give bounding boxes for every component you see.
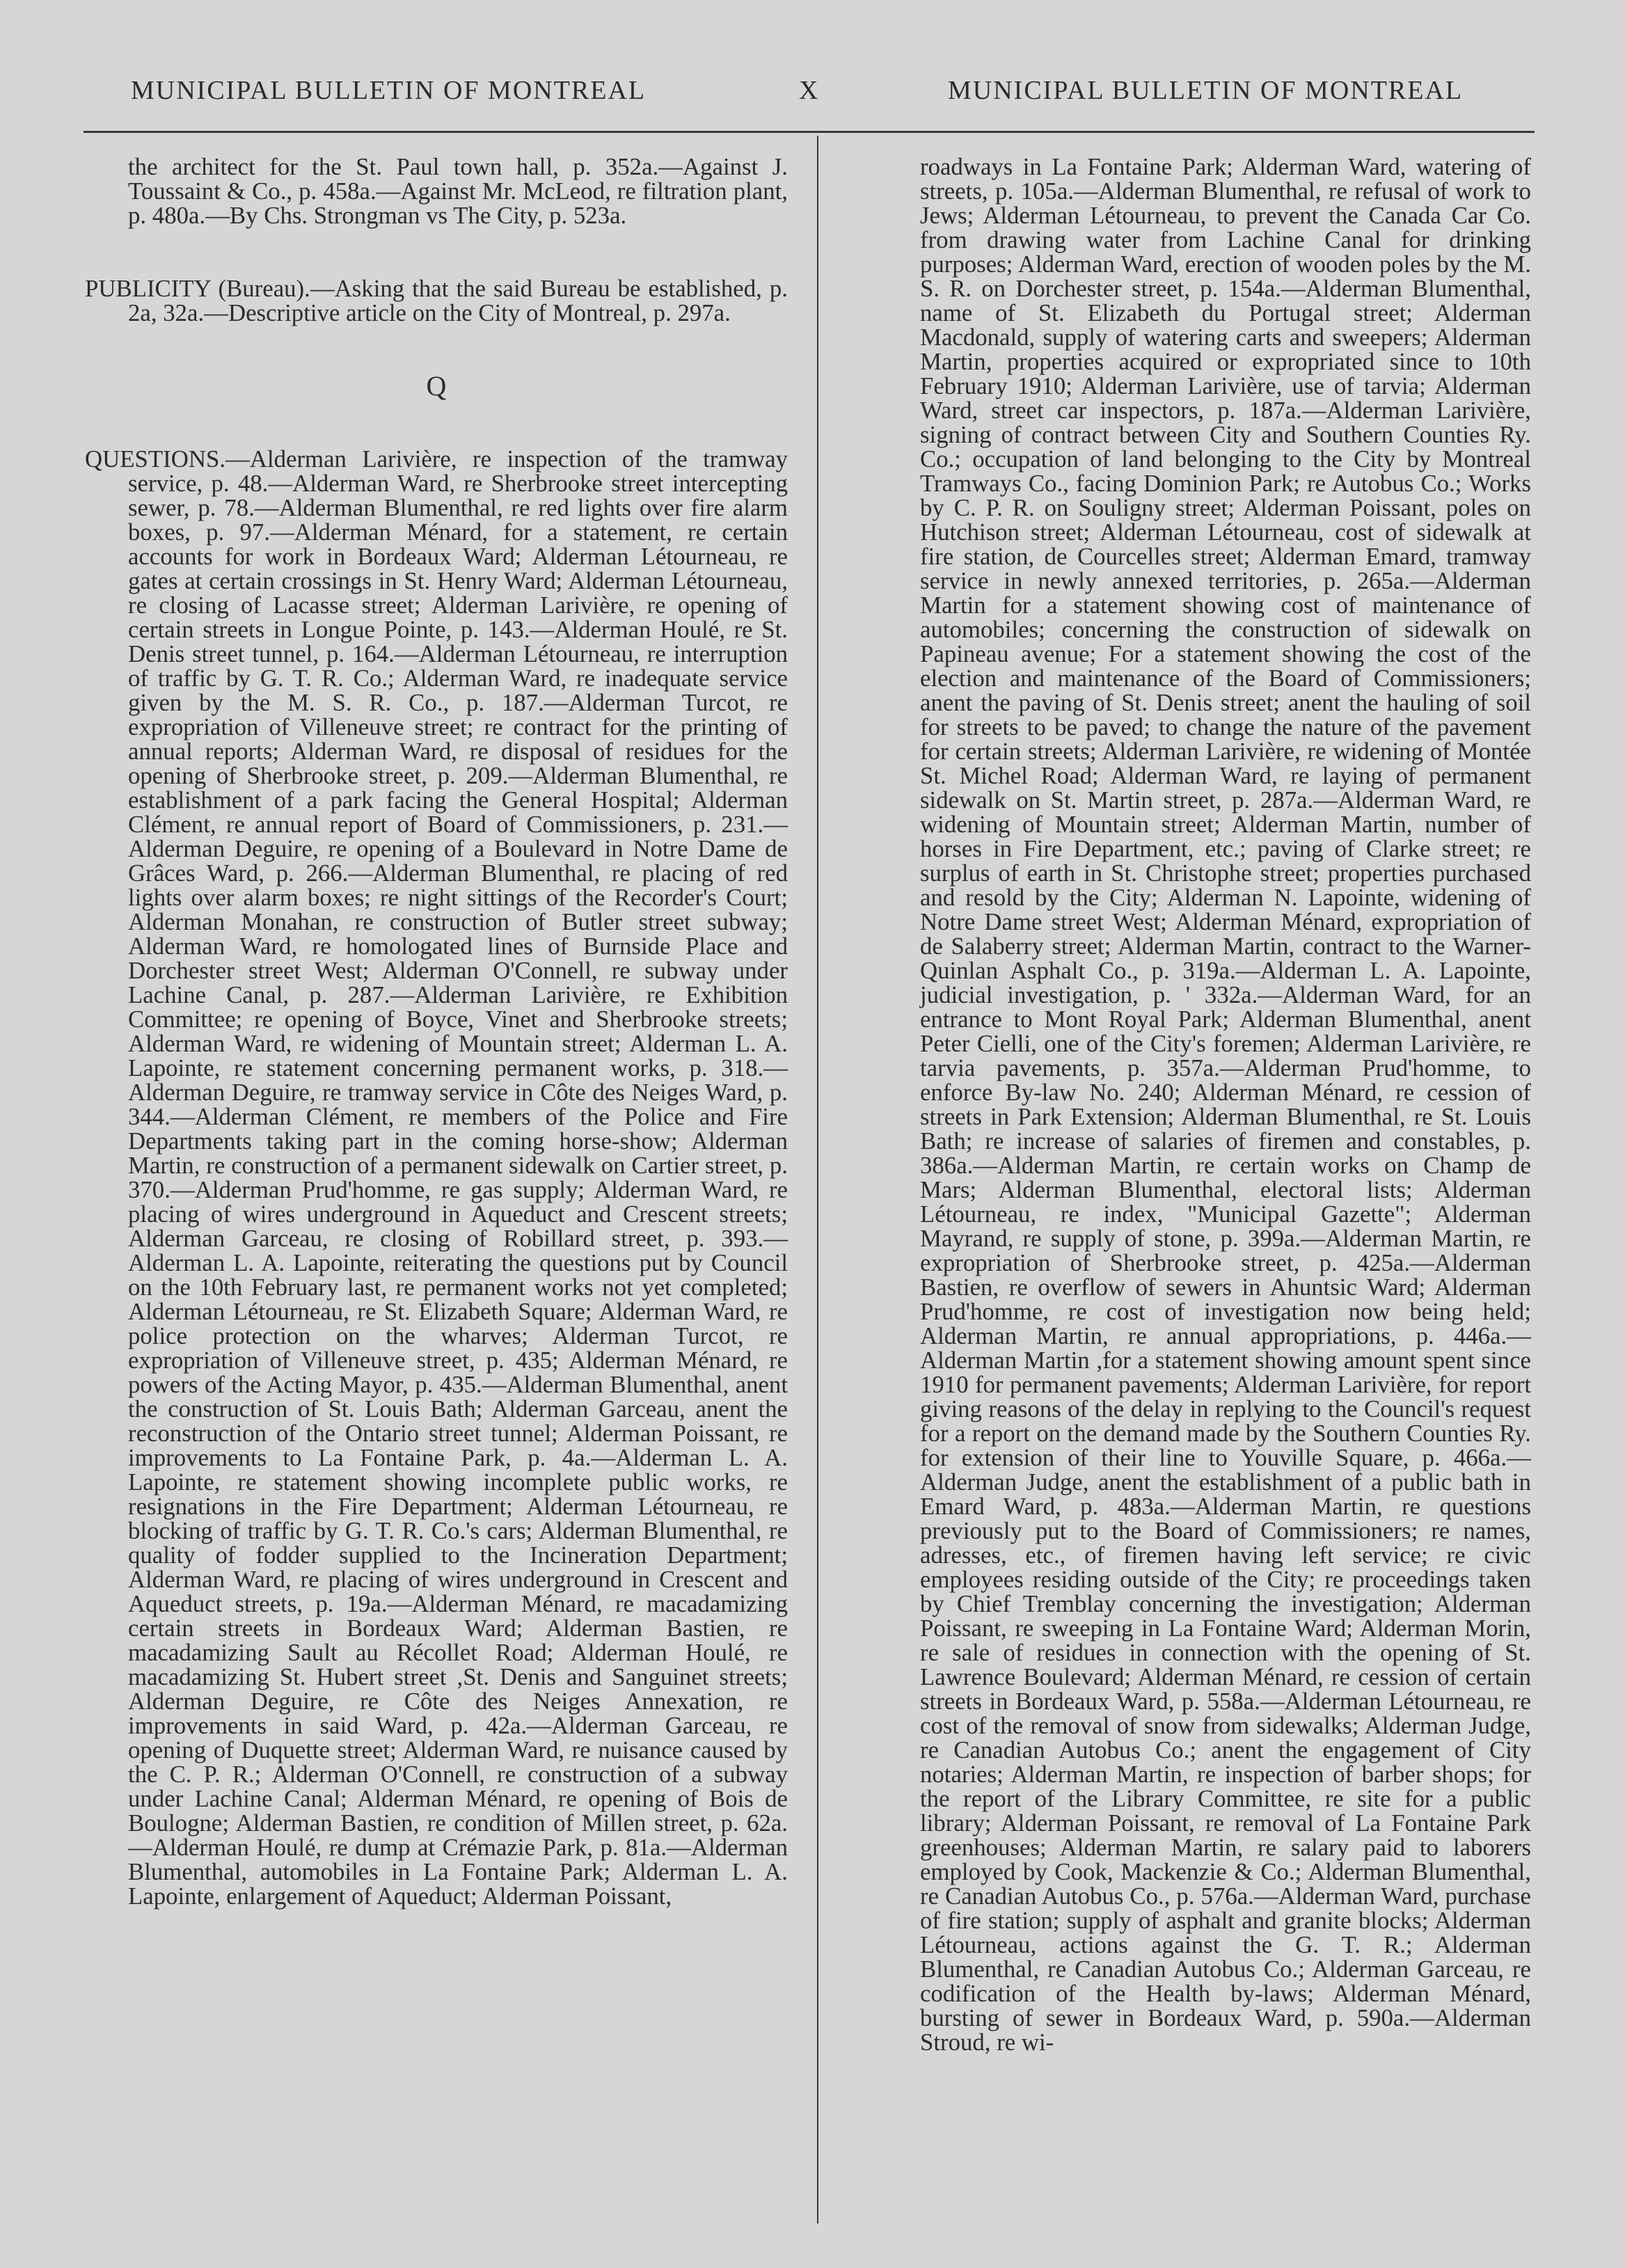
entry-publicity: PUBLICITY (Bureau).—Asking that the said Bureau be established, p. 2a, 32a.—Descriptive article on the City of Montreal, p. 297a. [85, 275, 788, 326]
page-header [0, 75, 1625, 117]
header-rule [84, 131, 1535, 133]
section-letter: Q [426, 370, 447, 402]
continued-questions: roadways in La Fontaine Park; Alderman Ward, watering of streets, p. 105a.—Alderman Blumenthal, re refusal of work to Jews; Alderman Létourneau, to prevent the Canada Car Co. from drawing water from Lachine Canal for drinking purposes; Alderman Ward, erection of wooden poles by the M. S. R. on Dorchester street, p. 154a.—Alderman Blumenthal, name of St. Elizabeth du Portugal street; Alderman Macdonald, supply of watering carts and sweepers; Alderman Martin, properties acquired or expropriated since to 10th February 1910; Alderman Larivière, use of tarvia; Alderman Ward, street car inspectors, p. 187a.—Alderman Larivière, signing of contract between City and Southern Counties Ry. Co.; occupation of land belonging to the City by Montreal Tramways Co., facing Dominion Park; re Autobus Co.; Works by C. P. R. on Souligny street; Alderman Poissant, poles on Hutchison street; Alderman Létourneau, cost of sidewalk at fire station, de Courcelles street; Alderman Emard, tramway service in newly annexed territories, p. 265a.—Alderman Martin for a statement showing cost of maintenance of automobiles; concerning the construction of sidewalk on Papineau avenue; For a statement showing the cost of the election and maintenance of the Board of Commissioners; anent the paving of St. Denis street; anent the hauling of soil for streets to be paved; to change the nature of the pavement for certain streets; Alderman Larivière, re widening of Montée St. Michel Road; Alderman Ward, re laying of permanent sidewalk on St. Martin street, p. 287a.—Alderman Ward, re widening of Mountain street; Alderman Martin, number of horses in Fire Department, etc.; paving of Clarke street; re surplus of earth in St. Christophe street; properties purchased and resold by the City; Alderman N. Lapointe, widening of Notre Dame street West; Alderman Ménard, expropriation of de Salaberry street; Alderman Martin, contract to the Warner-Quinlan Asphalt Co., p. 319a.—Alderman L. A. Lapointe, judicial investigation, p. ' 332a.—Alderman Ward, for an entrance to Mont Royal Park; Alderman Blumenthal, anent Peter Cielli, one of the City's foremen; Alderman Larivière, re tarvia pavements, p. 357a.—Alderman Prud'homme, to enforce By-law No. 240; Alderman Ménard, re cession of streets in Park Extension; Alderman Blumenthal, re St. Louis Bath; re increase of salaries of firemen and constables, p. 386a.—Alderman Martin, re certain works on Champ de Mars; Alderman Blumenthal, electoral lists; Alderman Létourneau, re index, "Municipal Gazette"; Alderman Mayrand, re supply of stone, p. 399a.—Alderman Martin, re expropriation of Sherbrooke street, p. 425a.—Alderman Bastien, re overflow of sewers in Ahuntsic Ward; Alderman Prud'homme, re cost of investigation now being held; Alderman Martin, re annual appropriations, p. 446a.—Alderman Martin ,for a statement showing amount spent since 1910 for permanent pavements; Alderman Larivière, for report giving reasons of the delay in replying to the Council's request for a report on the demand made by the Southern Counties Ry. for extension of their line to Youville Square, p. 466a.—Alderman Judge, anent the establishment of a public bath in Emard Ward, p. 483a.—Alderman Martin, re questions previously put to the Board of Commissioners; re names, adresses, etc., of firemen having left service; re civic employees residing outside of the City; re proceedings taken by Chief Tremblay concerning the investigation; Alderman Poissant, re sweeping in La Fontaine Ward; Alderman Morin, re sale of residues in connection with the opening of St. Lawrence Boulevard; Alderman Ménard, re cession of certain streets in Bordeaux Ward, p. 558a.—Alderman Létourneau, re cost of the removal of snow from sidewalks; Alderman Judge, re Canadian Autobus Co.; anent the engagement of City notaries; Alderman Martin, re inspection of barber shops; for the report of the Library Committee, re site for a public library; Alderman Poissant, re removal of La Fontaine Park greenhouses; Alderman Martin, re salary paid to laborers employed by Cook, Mackenzie & Co.; Alderman Blumenthal, re Canadian Autobus Co., p. 576a.—Alderman Ward, purchase of fire station; supply of asphalt and granite blocks; Alderman Létourneau, actions against the G. T. R.; Alderman Blumenthal, re Canadian Autobus Co.; Alderman Garceau, re codification of the Health by-laws; Alderman Ménard, bursting of sewer in Bordeaux Ward, p. 590a.—Alderman Stroud, re wi- [920, 153, 1531, 2056]
header-title-right: MUNICIPAL BULLETIN OF MONTREAL [948, 76, 1464, 105]
header-title-left: MUNICIPAL BULLETIN OF MONTREAL [131, 76, 647, 105]
right-column [877, 154, 1531, 2054]
continued-entry: the architect for the St. Paul town hall, p. 352a.—Against J. Toussaint & Co., p. 458a.—Against Mr. McLeod, re filtration plant, p. 480a.—By Chs. Strongman vs The City, p. 523a. [128, 153, 788, 229]
page-number: X [799, 76, 818, 105]
column-divider [817, 136, 818, 2223]
entry-questions: QUESTIONS.—Alderman Larivière, re inspection of the tramway service, p. 48.—Alderman Ward, re Sherbrooke street intercepting sewer, p. 78.—Alderman Blumenthal, re red lights over fire alarm boxes, p. 97.—Alderman Ménard, for a statement, re certain accounts for work in Bordeaux Ward; Alderman Létourneau, re gates at certain crossings in St. Henry Ward; Alderman Létourneau, re closing of Lacasse street; Alderman Larivière, re opening of certain streets in Longue Pointe, p. 143.—Alderman Houlé, re St. Denis street tunnel, p. 164.—Alderman Létourneau, re interruption of traffic by G. T. R. Co.; Alderman Ward, re inadequate service given by the M. S. R. Co., p. 187.—Alderman Turcot, re expropriation of Villeneuve street; re contract for the printing of annual reports; Alderman Ward, re disposal of residues for the opening of Sherbrooke street, p. 209.—Alderman Blumenthal, re establishment of a park facing the General Hospital; Alderman Clément, re annual report of Board of Commissioners, p. 231.—Alderman Deguire, re opening of a Boulevard in Notre Dame de Grâces Ward, p. 266.—Alderman Blumenthal, re placing of red lights over alarm boxes; re night sittings of the Recorder's Court; Alderman Monahan, re construction of Butler street subway; Alderman Ward, re homologated lines of Burnside Place and Dorchester street West; Alderman O'Connell, re subway under Lachine Canal, p. 287.—Alderman Larivière, re Exhibition Committee; re opening of Boyce, Vinet and Sherbrooke streets; Alderman Ward, re widening of Mountain street; Alderman L. A. Lapointe, re statement concerning permanent works, p. 318.—Alderman Deguire, re tramway service in Côte des Neiges Ward, p. 344.—Alderman Clément, re members of the Police and Fire Departments taking part in the coming horse-show; Alderman Martin, re construction of a permanent sidewalk on Cartier street, p. 370.—Alderman Prud'homme, re gas supply; Alderman Ward, re placing of wires underground in Aqueduct and Crescent streets; Alderman Garceau, re closing of Robillard street, p. 393.—Alderman L. A. Lapointe, reiterating the questions put by Council on the 10th February last, re permanent works not yet completed; Alderman Létourneau, re St. Elizabeth Square; Alderman Ward, re police protection on the wharves; Alderman Turcot, re expropriation of Villeneuve street, p. 435; Alderman Ménard, re powers of the Acting Mayor, p. 435.—Alderman Blumenthal, anent the construction of St. Louis Bath; Alderman Garceau, anent the reconstruction of the Ontario street tunnel; Alderman Poissant, re improvements to La Fontaine Park, p. 4a.—Alderman L. A. Lapointe, re statement showing incomplete public works, re resignations in the Fire Department; Alderman Létourneau, re blocking of traffic by G. T. R. Co.'s cars; Alderman Blumenthal, re quality of fodder supplied to the Incineration Department; Alderman Ward, re placing of wires underground in Crescent and Aqueduct streets, p. 19a.—Alderman Ménard, re macadamizing certain streets in Bordeaux Ward; Alderman Bastien, re macadamizing Sault au Récollet Road; Alderman Houlé, re macadamizing St. Hubert street ,St. Denis and Sanguinet streets; Alderman Deguire, re Côte des Neiges Annexation, re improvements in said Ward, p. 42a.—Alderman Garceau, re opening of Duquette street; Alderman Ward, re nuisance caused by the C. P. R.; Alderman O'Connell, re construction of a subway under Lachine Canal; Alderman Ménard, re opening of Bois de Boulogne; Alderman Bastien, re condition of Millen street, p. 62a.—Alderman Houlé, re dump at Crémazie Park, p. 81a.—Alderman Blumenthal, automobiles in La Fontaine Park; Alderman L. A. Lapointe, enlargement of Aqueduct; Alderman Poissant, [85, 445, 788, 1910]
left-column [85, 154, 788, 1908]
